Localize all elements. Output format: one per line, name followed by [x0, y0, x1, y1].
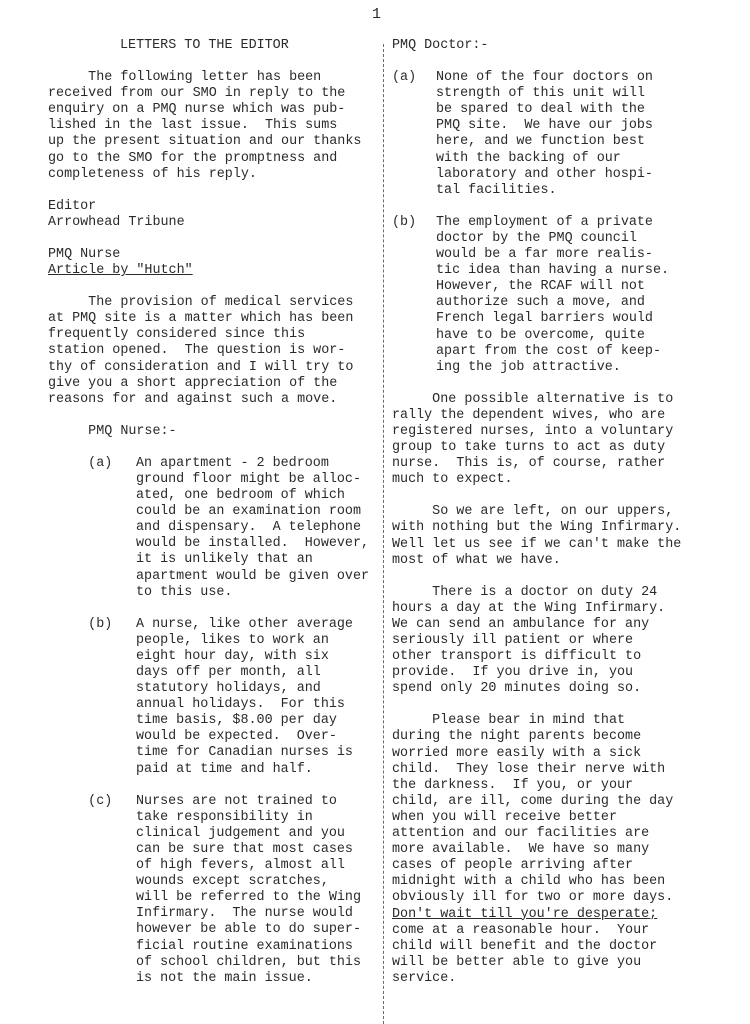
- list-item-text: A nurse, like other average people, likes to work an eight hour day, with six days off per month, all statutory holidays, and annual holidays. For this time basis, $8.00 per day would be expected. Over- time for Canadian nurses is paid at time and half.: [136, 616, 353, 777]
- list-item-label: (b): [48, 616, 113, 632]
- list-item-text: None of the four doctors on strength of this unit will be spared to deal with the PMQ site. We have our jobs here, and we function best with the backing of our laboratory and other hospi- tal facilities.: [436, 70, 653, 198]
- underlined-advice: Don't wait till you're desperate;: [392, 906, 658, 922]
- list-item-label: (b): [392, 214, 417, 230]
- section-heading: PMQ Nurse:-: [48, 423, 177, 439]
- list-item: [392, 215, 714, 376]
- section-heading: PMQ Doctor:-: [392, 38, 489, 53]
- list-item-label: (a): [392, 70, 417, 86]
- list-item: [48, 617, 380, 778]
- subject-line: PMQ Nurse: [48, 246, 121, 262]
- list-item: [48, 456, 380, 601]
- body-paragraph: Please bear in mind that during the night parents become worried more easily with a sick child. They lose their nerve with the darkness. If you, or your child, are ill, come during the day when you will receive better attention and our facilities are more available. We have so many cases of people arriving after midnight with a child who has been obviously ill for two or more days.: [392, 713, 674, 906]
- list-item-text: Nurses are not trained to take responsibility in clinical judgement and you can be sure that most cases of high fevers, almost all wounds except scratches, will be referred to the Wing Infirmary. The nurse would however be able to do super- ficial routine examinations of school children, but this is not the main issue.: [136, 793, 361, 986]
- right-column: [392, 38, 714, 987]
- page-number: 1: [372, 6, 382, 23]
- intro-paragraph: The following letter has been received from our SMO in reply to the enquiry on a PMQ nurse which was pub- lished in the last issue. This sums up the present situation and our thanks go to the SMO for the promptness and completeness of his reply.: [48, 70, 362, 182]
- byline: Article by "Hutch": [48, 263, 193, 279]
- letters-title: LETTERS TO THE EDITOR: [120, 38, 289, 53]
- left-column: [48, 38, 380, 987]
- list-item-text: The employment of a private doctor by the PMQ council would be a far more realis- tic idea than having a nurse. However, the RCAF will not authorize such a move, and French legal barriers would have to be overcome, quite apart from the cost of keep- ing the job attractive.: [436, 214, 670, 375]
- column-divider: [383, 44, 384, 1024]
- body-paragraph: The provision of medical services at PMQ site is a matter which has been frequently considered since this station opened. The question is wor- thy of consideration and I will try to give you a short appreciation of the reasons for and against such a move.: [48, 295, 354, 407]
- list-item: [392, 70, 714, 199]
- list-item-text: An apartment - 2 bedroom ground floor might be alloc- ated, one bedroom of which could be an examination room and dispensary. A telephone would be installed. However, it is unlikely that an apartment would be given over to this use.: [136, 455, 370, 600]
- body-paragraph: So we are left, on our uppers, with nothing but the Wing Infirmary. Well let us see if we can't make the most of what we have.: [392, 504, 682, 568]
- body-paragraph: One possible alternative is to rally the dependent wives, who are registered nurses, into a voluntary group to take turns to act as duty nurse. This is, of course, rather much to expect.: [392, 391, 674, 488]
- body-paragraph: There is a doctor on duty 24 hours a day at the Wing Infirmary. We can send an ambulance for any seriously ill patient or where other transport is difficult to provide. If you drive in, you spend only 20 minutes doing so.: [392, 584, 666, 697]
- body-paragraph-end: come at a reasonable hour. Your child will benefit and the doctor will be better able to give you service.: [392, 922, 658, 986]
- list-item-label: (c): [48, 793, 113, 809]
- addressee: Editor Arrowhead Tribune: [48, 198, 185, 230]
- list-item: [48, 794, 380, 987]
- list-item-label: (a): [48, 455, 113, 471]
